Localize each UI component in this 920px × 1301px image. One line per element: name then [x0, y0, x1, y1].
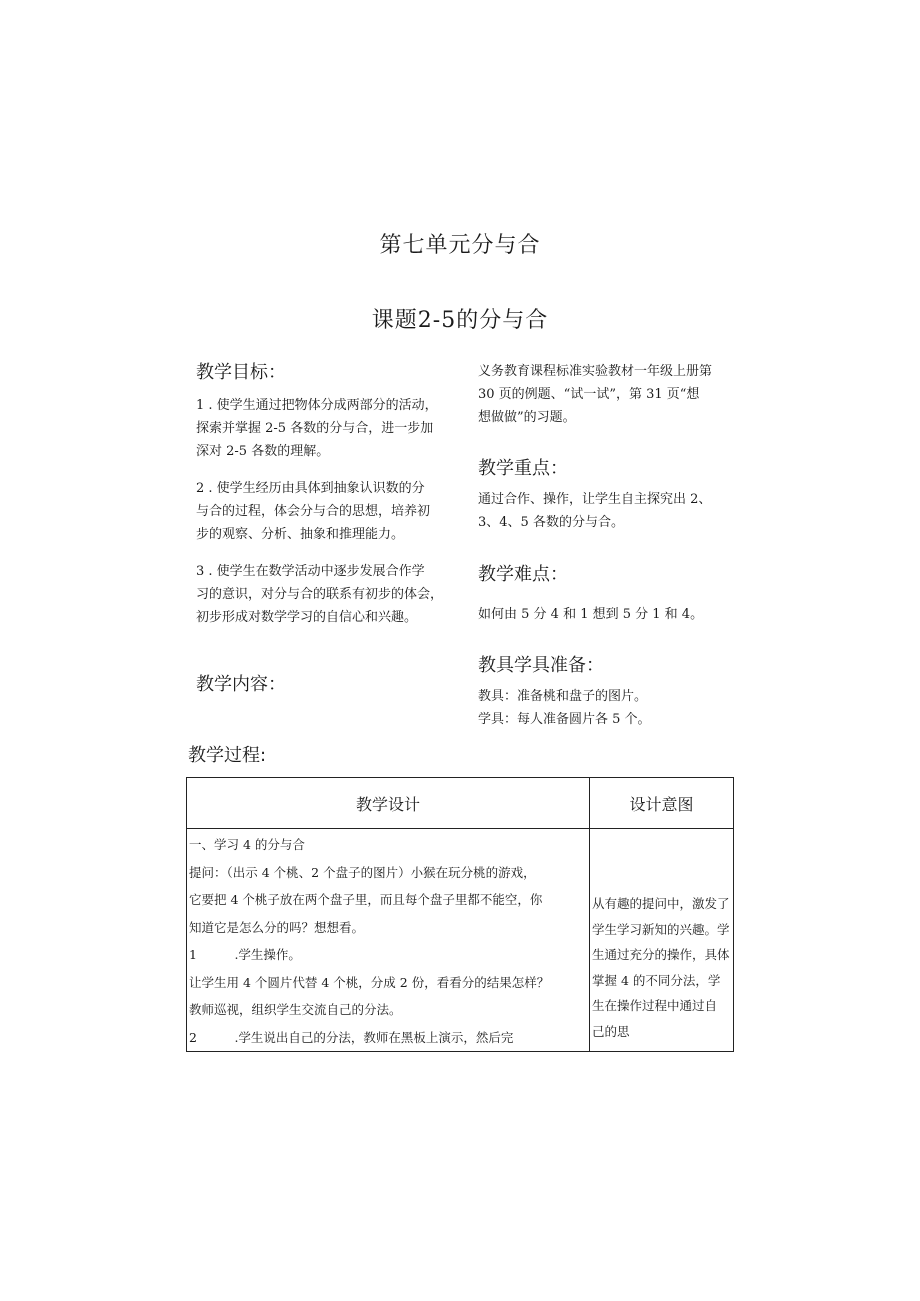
objectives-heading: 教学目标： — [196, 362, 286, 383]
process-heading: 教学过程: — [188, 745, 267, 766]
objective-item: 3 . 使学生在数学活动中逐步发展合作学 习的意识，对分与合的联系有初步的体会， 初步形成对数学学习的自信心和兴趣。 — [196, 564, 444, 625]
unit-title: 第七单元分与合 — [379, 233, 541, 258]
table-header-row — [187, 778, 734, 829]
design-cell: 一、学习 4 的分与合 提问：（出示 4 个桃、2 个盘子的图片）小猴在玩分桃的游戏， 它要把 4 个桃子放在两个盘子里，而且每个盘子里都不能空，你 知道它是怎么分的吗？想想看。 1 .学生操作。 让学生用 4 个圆片代替 4 个桃，分成 2 份，看看分的结果怎样？ 教师巡视，组织学生交流自己的分法。 2 .学生说出自己的分法，教师在黑板上演示，然后完 — [187, 829, 590, 1052]
content-heading: 教学内容： — [196, 674, 286, 695]
intent-column-header: 设计意图 — [590, 778, 734, 829]
intent-cell: 从有趣的提问中，激发了 学生学习新知的兴趣。学 生通过充分的操作，具体 掌握 4 的不同分法，学 生在操作过程中通过自 己的思 — [590, 829, 734, 1052]
content-text: 义务教育课程标准实验教材一年级上册第 30 页的例题、“试一试”，第 31 页“想 想做做”的习题。 — [478, 364, 713, 425]
process-table — [186, 777, 734, 1052]
table-row — [187, 829, 734, 1052]
design-column-header: 教学设计 — [187, 778, 590, 829]
objectives-list — [196, 394, 466, 643]
key-points-heading: 教学重点： — [478, 458, 568, 479]
key-points-text: 通过合作、操作，让学生自主探究出 2、 3、4、5 各数的分与合。 — [478, 492, 712, 530]
materials-heading: 教具学具准备： — [478, 655, 604, 676]
objective-item: 2 . 使学生经历由具体到抽象认识数的分 与合的过程，体会分与合的思想，培养初 步的观察、分析、抽象和推理能力。 — [196, 481, 431, 542]
materials-text: 教具：准备桃和盘子的图片。 学具：每人准备圆片各 5 个。 — [478, 689, 651, 727]
difficulties-text: 如何由 5 分 4 和 1 想到 5 分 1 和 4。 — [478, 607, 704, 622]
lesson-title: 课题2-5的分与合 — [371, 308, 549, 333]
objective-item: 1 . 使学生通过把物体分成两部分的活动， 探索并掌握 2-5 各数的分与合，进一步加 深对 2-5 各数的理解。 — [196, 398, 438, 459]
difficulties-heading: 教学难点： — [478, 564, 568, 585]
